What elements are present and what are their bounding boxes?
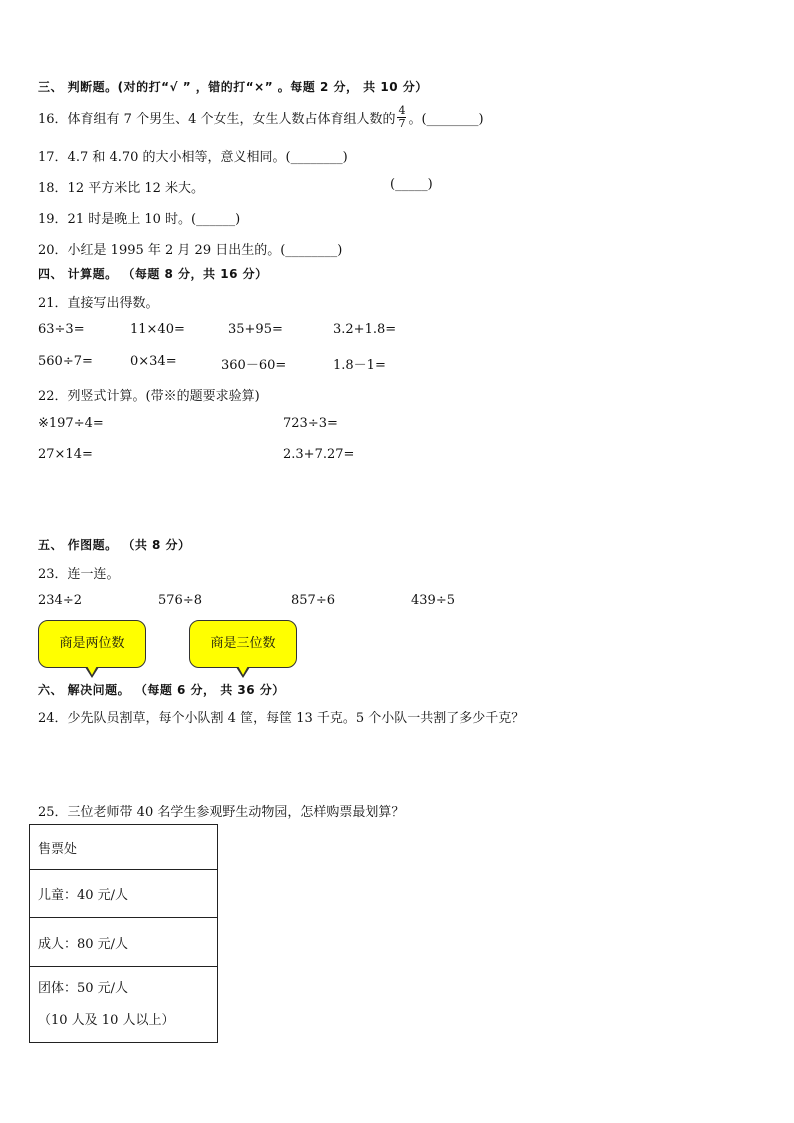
table-header-cell: 售票处 [30,825,218,870]
vertical-calc-item: 27×14= [38,447,93,462]
vertical-calc-item: ※197÷4= [38,416,104,431]
calc-item: 0×34= [130,354,177,369]
table-row [30,918,218,967]
question-19: 19．21 时是晚上 10 时。(______) [38,212,241,227]
group-price: 团体：50 元/人 [38,980,129,996]
question-16-text: 16．体育组有 7 个男生、4 个女生，女生人数占体育组人数的 [38,111,396,127]
calc-item: 63÷3= [38,322,85,337]
bubble-label: 商是三位数 [210,636,276,651]
fraction-denominator: 7 [398,116,406,130]
match-expression: 576÷8 [158,593,202,608]
answer-bubble-three-digit[interactable] [189,620,297,668]
vertical-calc-item: 723÷3= [283,416,338,431]
table-row [30,967,218,1043]
question-23: 23．连一连。 [38,567,120,582]
group-price-cell [30,967,218,1043]
adult-price-cell: 成人：80 元/人 [30,918,218,967]
ticket-price-table [29,824,218,1043]
question-22: 22．列竖式计算。(带※的题要求验算) [38,389,260,404]
calc-item: 1.8－1= [333,358,386,373]
calc-item: 11×40= [130,322,185,337]
calc-item: 560÷7= [38,354,93,369]
question-16-blank: 。(________) [408,111,484,127]
fraction [397,105,406,130]
section5-heading: 五、 作图题。 （共 8 分） [38,538,191,552]
calc-item: 3.2+1.8= [333,322,397,337]
question-21: 21．直接写出得数。 [38,296,159,311]
calc-item: 35+95= [228,322,283,337]
table-row [30,825,218,870]
question-25: 25．三位老师带 40 名学生参观野生动物园，怎样购票最划算？ [38,805,405,820]
question-16 [38,100,484,134]
section3-heading: 三、 判断题。(对的打“√ ” ，错的打“×” 。每题 2 分， 共 10 分） [38,80,428,94]
vertical-calc-item: 2.3+7.27= [283,447,355,462]
bubble-label: 商是两位数 [59,636,125,651]
question-17: 17．4.7 和 4.70 的大小相等，意义相同。(________) [38,150,348,165]
question-18-blank: (_____) [390,177,433,192]
child-price-cell: 儿童：40 元/人 [30,870,218,918]
calc-item: 360－60= [221,358,287,373]
answer-bubble-two-digit[interactable] [38,620,146,668]
fraction-numerator: 4 [398,103,406,117]
group-note: （10 人及 10 人以上） [38,1012,175,1028]
question-24: 24．少先队员割草，每个小队割 4 筐，每筐 13 千克。5 个小队一共割了多少千克？ [38,711,525,726]
question-18: 18．12 平方米比 12 米大。 [38,181,205,196]
match-expression: 234÷2 [38,593,82,608]
section4-heading: 四、 计算题。 （每题 8 分，共 16 分） [38,267,268,281]
match-expression: 857÷6 [291,593,335,608]
section6-heading: 六、 解决问题。 （每题 6 分， 共 36 分） [38,683,285,697]
table-row [30,870,218,918]
match-expression: 439÷5 [411,593,455,608]
question-20: 20．小红是 1995 年 2 月 29 日出生的。(________) [38,243,343,258]
